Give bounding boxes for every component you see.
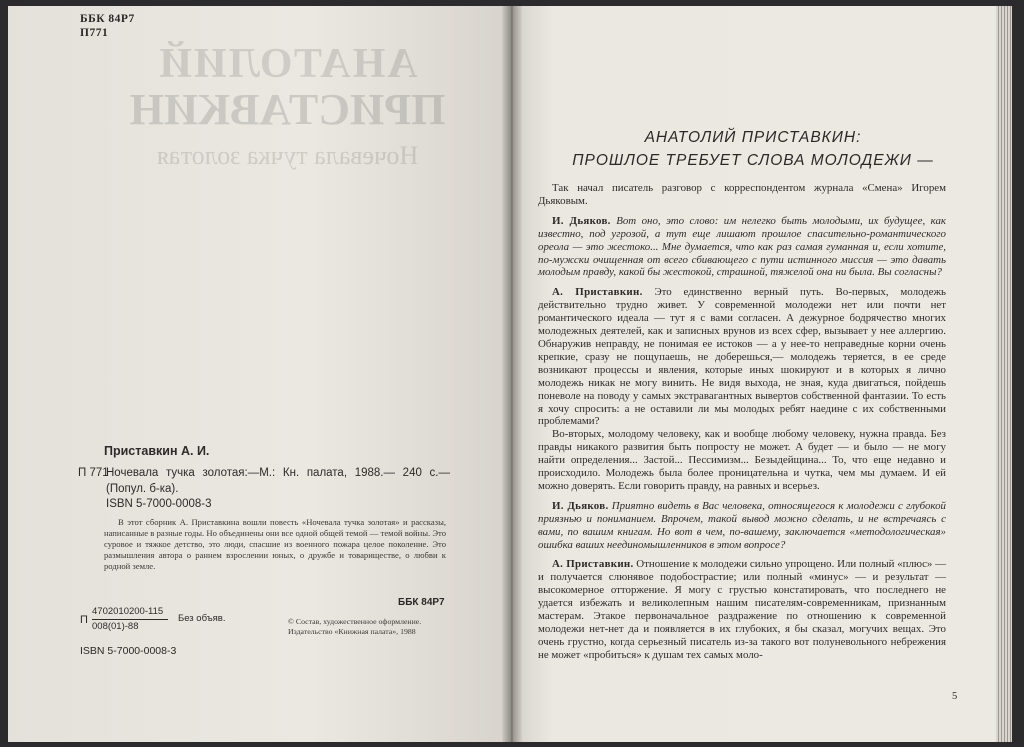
answer-1-continued: Во-вторых, молодому человеку, как и вообще любому человеку, нужна правда. Без правды никакого развития быть попросту не может. А будет — и было — не могу найти определения... Застой... Пессимизм... Безыдейщина... То, что еще недавно и происходило. Молодежь была более проницательна и чутка, чем мы думаем. И ей можно доверять. Если говорить правду, на равных и всерьез. bbox=[538, 428, 946, 492]
title-line-1: АНАТОЛИЙ ПРИСТАВКИН: bbox=[644, 129, 862, 146]
intro-paragraph: Так начал писатель разговор с корреспондентом журнала «Смена» Игорем Дьяковым. bbox=[538, 182, 946, 207]
biblio-code: П 771 bbox=[78, 467, 109, 479]
speaker-dyakov: И. Дьяков. bbox=[552, 214, 611, 227]
page-number: 5 bbox=[952, 691, 958, 702]
isbn-bottom: ISBN 5-7000-0008-3 bbox=[80, 645, 177, 657]
answer-1 bbox=[538, 286, 946, 428]
price-note: Без объяв. bbox=[178, 613, 226, 624]
copyright-notice: © Состав, художественное оформление. Издательство «Книжная палата», 1988 bbox=[288, 617, 422, 636]
show-through-line-2: ПРИСТАВКИН bbox=[129, 85, 446, 134]
bibliographic-record bbox=[78, 466, 450, 513]
speaker-dyakov: И. Дьяков. bbox=[552, 499, 609, 512]
bbk-classification-top bbox=[80, 12, 135, 40]
index-code: П771 bbox=[80, 27, 109, 39]
bbk-code: ББК 84Р7 bbox=[80, 13, 135, 25]
biblio-text: Ночевала тучка золотая:—М.: Кн. палата, 1988.— 240 с.— (Попул. б-ка). bbox=[106, 467, 450, 495]
show-through-line-3: Ночевала тучка золотая bbox=[156, 141, 419, 170]
article-body bbox=[538, 182, 946, 662]
speaker-pristavkin: А. Приставкин. bbox=[552, 286, 643, 299]
title-line-2: ПРОШЛОЕ ТРЕБУЕТ СЛОВА МОЛОДЕЖИ — bbox=[572, 152, 934, 169]
price-code-line-1: 4702010200-115 bbox=[92, 605, 168, 620]
biblio-isbn: ISBN 5-7000-0008-3 bbox=[106, 498, 212, 510]
question-2 bbox=[538, 500, 946, 552]
article-title bbox=[520, 126, 986, 172]
show-through-line-1: АНАТОЛИЙ bbox=[157, 41, 418, 87]
speaker-pristavkin: А. Приставкин. bbox=[552, 558, 634, 571]
price-code-line-2: 008(01)-88 bbox=[92, 621, 139, 632]
answer-2 bbox=[538, 558, 946, 661]
price-letter: П bbox=[80, 614, 88, 626]
bbk-classification-bottom: ББК 84Р7 bbox=[398, 597, 445, 608]
book-gutter bbox=[502, 6, 522, 742]
question-1 bbox=[538, 215, 946, 280]
answer-2-text: Отношение к молодежи сильно упрощено. Или полный «плюс» — и получается слюнявое подобострастие; или полный «минус» — и результат — высокомерное отторжение. Я могу с грустью констатировать, что последнего не удается избежать и великолепным нашим писателям-современникам, признанным мастерам. Этакое первоначальное раздражение по отношению к современной молодежи нет-нет да и появляется в их глубоких, я бы сказал, могучих вещах. Это очень грустно, когда серьезный писатель из-за такого вот полуневольного небрежения не может «пробиться» к душам тех самых моло- bbox=[538, 558, 946, 661]
question-1-text: Вот оно, это слово: им нелегко быть молодыми, их будущее, как известно, под угрозой, а тут еще лишают прошлое спасительно-романтического ореола — это жестоко... Мне думается, что как раз самая гуманная и, если хотите, по-мужски очищенная от всего сбивающего с пути истинного миссия — это давать молодым правду, какой бы жестокой, страшной, тяжелой она ни была. Вы согласны? bbox=[538, 214, 946, 279]
price-code bbox=[92, 605, 168, 633]
annotation: В этот сборник А. Приставкина вошли повесть «Ночевала тучка золотая» и рассказы, написанные в разные годы. Но объединены они все одной общей темой — темой войны. Это суровое и тяжкое детство, это люди, спасшие из военного пожара целое поколение. Это размышления автора о раннем взрослении юных, о дружбе и товариществе, о любви к родной земле. bbox=[104, 517, 446, 571]
page-edges bbox=[996, 6, 1012, 742]
author-heading: Приставкин А. И. bbox=[104, 444, 210, 458]
question-2-text: Приятно видеть в Вас человека, относящегося к молодежи с глубокой приязнью и пониманием. Впрочем, такой вывод можно сделать, и не встречаясь с вами, по вашим книгам. Но вот в чем, по-вашему, заключается «методологическая» ошибка ваших неединомышленников в этом вопросе? bbox=[538, 499, 946, 551]
answer-1-text: Это единственно верный путь. Во-первых, молодежь действительно трудно живет. У современной молодежи нет или почти нет романтического идеала — тут я с вами согласен. А дежурное бодрячество многих молодежных деятелей, как и записных врунов из всех сфер, вызывает у нее аллергию. Обнаружив неправду, не понимая ее истоков — а у нее-то неправедные корни очень крепкие, сразу не пощупаешь, не доберешься,— молодежь теряется, в ее среде возникают процессы и явления, которые иных шокируют и в которых я лично молодежь никак не могу винить. Не видя выхода, не зная, куда двигаться, пойдешь поневоле на поводу у самых экстравагантных вывертов собственной фантазии. То есть я хочу спросить: а не оставили ли мы молодых ребят наедине с их собственными проблемами? bbox=[538, 286, 947, 428]
show-through-title bbox=[90, 40, 485, 180]
